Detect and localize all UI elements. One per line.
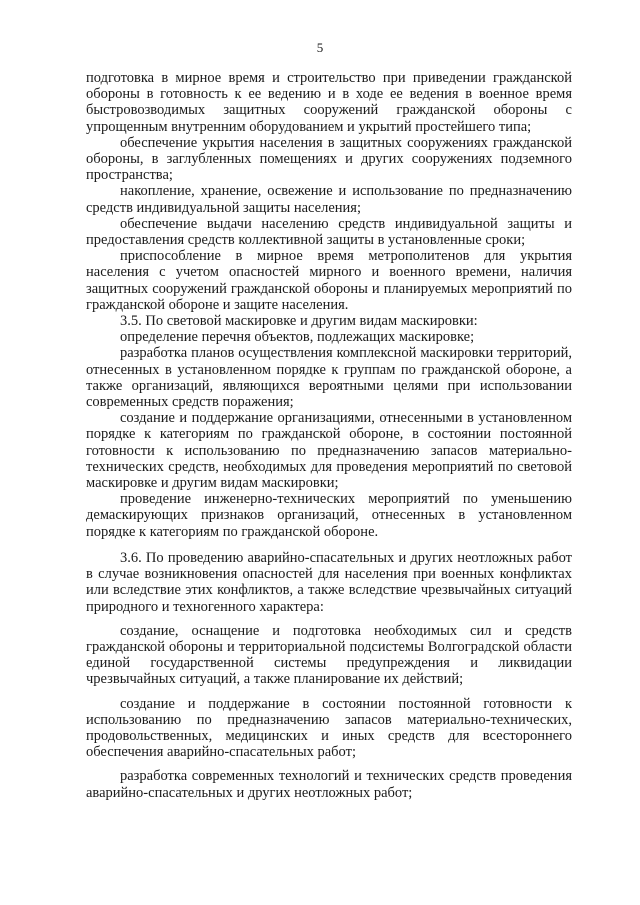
document-body — [86, 70, 572, 801]
paragraph: проведение инженерно-технических мероприятий по уменьшению демаскирующих признаков организаций, отнесенных в установленном порядке к категориям по гражданской обороне. — [86, 491, 572, 540]
paragraph: создание и поддержание организациями, отнесенными в установленном порядке к категориям по гражданской обороне, в состоянии постоянной готовности к использованию по предназначению запасов материально-технических средств, необходимых для проведения мероприятий по световой маскировке и другим видам маскировки; — [86, 410, 572, 492]
paragraph: приспособление в мирное время метрополитенов для укрытия населения с учетом опасностей мирного и военного времени, наличия защитных сооружений гражданской обороны и планируемых мероприятий по гражданской обороне и защите населения. — [86, 248, 572, 313]
paragraph: накопление, хранение, освежение и использование по предназначению средств индивидуальной защиты населения; — [86, 183, 572, 216]
paragraph: разработка современных технологий и технических средств проведения аварийно-спасательных и других неотложных работ; — [86, 768, 572, 801]
paragraph: создание, оснащение и подготовка необходимых сил и средств гражданской обороны и территориальной подсистемы Волгоградской области единой государственной системы предупреждения и ликвидации чрезвычайных ситуаций, а также планирование их действий; — [86, 622, 572, 688]
paragraph: разработка планов осуществления комплексной маскировки территорий, отнесенных в установленном порядке к группам по гражданской обороне, а также организаций, являющихся вероятными целями при использовании современных средств поражения; — [86, 345, 572, 411]
page-number: 5 — [316, 40, 324, 55]
section-heading-3-5: 3.5. По световой маскировке и другим видам маскировки: — [120, 313, 478, 330]
paragraph: обеспечение выдачи населению средств индивидуальной защиты и предоставления средств коллективной защиты в установленные сроки; — [86, 215, 572, 249]
section-heading-3-6: 3.6. По проведению аварийно-спасательных и других неотложных работ в случае возникновения опасностей для населения при военных конфликтах или вследствие этих конфликтов, а также вследствие чрезвычайных ситуаций природного и техногенного характера: — [86, 549, 572, 615]
paragraph: определение перечня объектов, подлежащих маскировке; — [120, 329, 475, 346]
paragraph: обеспечение укрытия населения в защитных сооружениях гражданской обороны, в заглубленных помещениях и других сооружениях подземного пространства; — [86, 134, 572, 184]
paragraph: создание и поддержание в состоянии постоянной готовности к использованию по предназначению запасов материально-технических, продовольственных, медицинских и иных средств для всестороннего обеспечения аварийно-спасательных работ; — [86, 695, 572, 761]
paragraph: подготовка в мирное время и строительство при приведении гражданской обороны в готовность к ее ведению и в ходе ее ведения в военное время быстровозводимых защитных сооружений гражданской обороны с упрощенным внутренним оборудованием и укрытий простейшего типа; — [86, 70, 572, 135]
